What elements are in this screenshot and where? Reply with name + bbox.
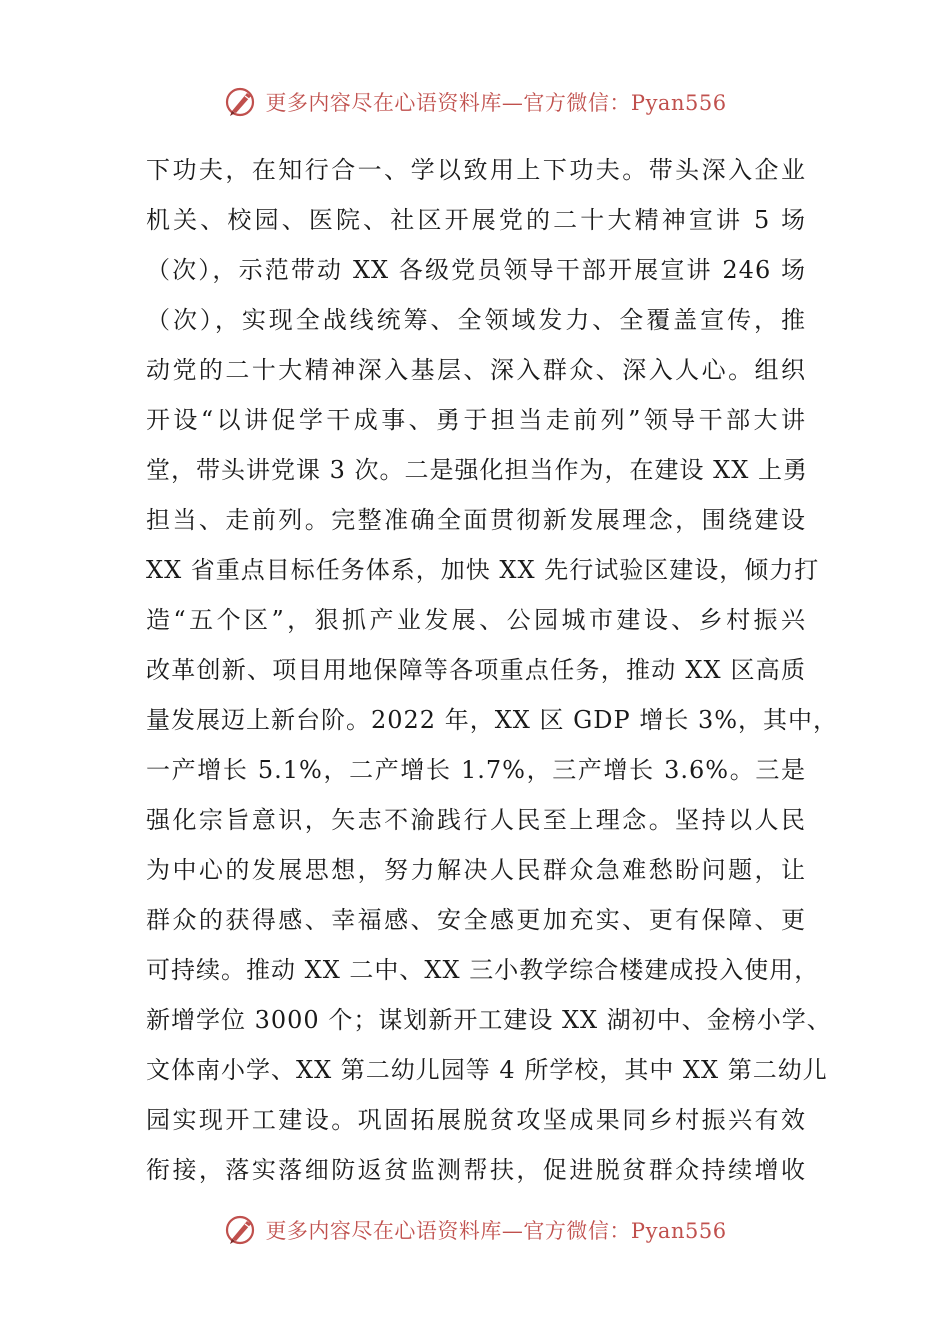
body-line: 一产增长 5.1%，二产增长 1.7%，三产增长 3.6%。三是 bbox=[146, 756, 806, 784]
body-line: （次），示范带动 XX 各级党员领导干部开展宣讲 246 场 bbox=[146, 256, 806, 284]
body-line: 动党的二十大精神深入基层、深入群众、深入人心。组织 bbox=[146, 356, 806, 384]
body-line: 担当、走前列。完整准确全面贯彻新发展理念，围绕建设 bbox=[146, 506, 806, 534]
body-line: 堂，带头讲党课 3 次。二是强化担当作为，在建设 XX 上勇 bbox=[146, 456, 808, 484]
document-body bbox=[146, 145, 839, 1195]
body-line: 造“五个区”，狠抓产业发展、公园城市建设、乡村振兴 bbox=[146, 606, 806, 634]
body-line: 新增学位 3000 个；谋划新开工建设 XX 湖初中、金榜小学、 bbox=[146, 1006, 832, 1034]
body-line: XX 省重点目标任务体系，加快 XX 先行试验区建设，倾力打 bbox=[146, 556, 820, 584]
body-line: （次），实现全战线统筹、全领域发力、全覆盖宣传，推 bbox=[146, 306, 806, 334]
body-line: 改革创新、项目用地保障等各项重点任务，推动 XX 区高质 bbox=[146, 656, 806, 684]
body-line: 群众的获得感、幸福感、安全感更加充实、更有保障、更 bbox=[146, 906, 806, 934]
body-line: 文体南小学、XX 第二幼儿园等 4 所学校，其中 XX 第二幼儿 bbox=[146, 1056, 828, 1084]
header-banner bbox=[0, 80, 950, 124]
body-line: 量发展迈上新台阶。2022 年，XX 区 GDP 增长 3%，其中， bbox=[146, 706, 839, 734]
header-banner-text: 更多内容尽在心语资料库—官方微信：Pyan556 bbox=[265, 91, 727, 115]
body-line: 园实现开工建设。巩固拓展脱贫攻坚成果同乡村振兴有效 bbox=[146, 1106, 806, 1134]
body-line: 机关、校园、医院、社区开展党的二十大精神宣讲 5 场 bbox=[146, 206, 806, 234]
body-line: 衔接，落实落细防返贫监测帮扶，促进脱贫群众持续增收 bbox=[146, 1156, 806, 1184]
footer-banner bbox=[0, 1208, 950, 1252]
footer-banner-text: 更多内容尽在心语资料库—官方微信：Pyan556 bbox=[265, 1219, 727, 1243]
body-line: 强化宗旨意识，矢志不渝践行人民至上理念。坚持以人民 bbox=[146, 806, 806, 834]
pen-circle-logo-icon bbox=[223, 84, 259, 120]
body-line: 下功夫，在知行合一、学以致用上下功夫。带头深入企业 bbox=[146, 156, 806, 184]
pen-circle-logo-icon bbox=[223, 1212, 259, 1248]
body-line: 可持续。推动 XX 二中、XX 三小教学综合楼建成投入使用， bbox=[146, 956, 820, 984]
body-line: 为中心的发展思想，努力解决人民群众急难愁盼问题，让 bbox=[146, 856, 806, 884]
body-line: 开设“以讲促学干成事、勇于担当走前列”领导干部大讲 bbox=[146, 406, 806, 434]
